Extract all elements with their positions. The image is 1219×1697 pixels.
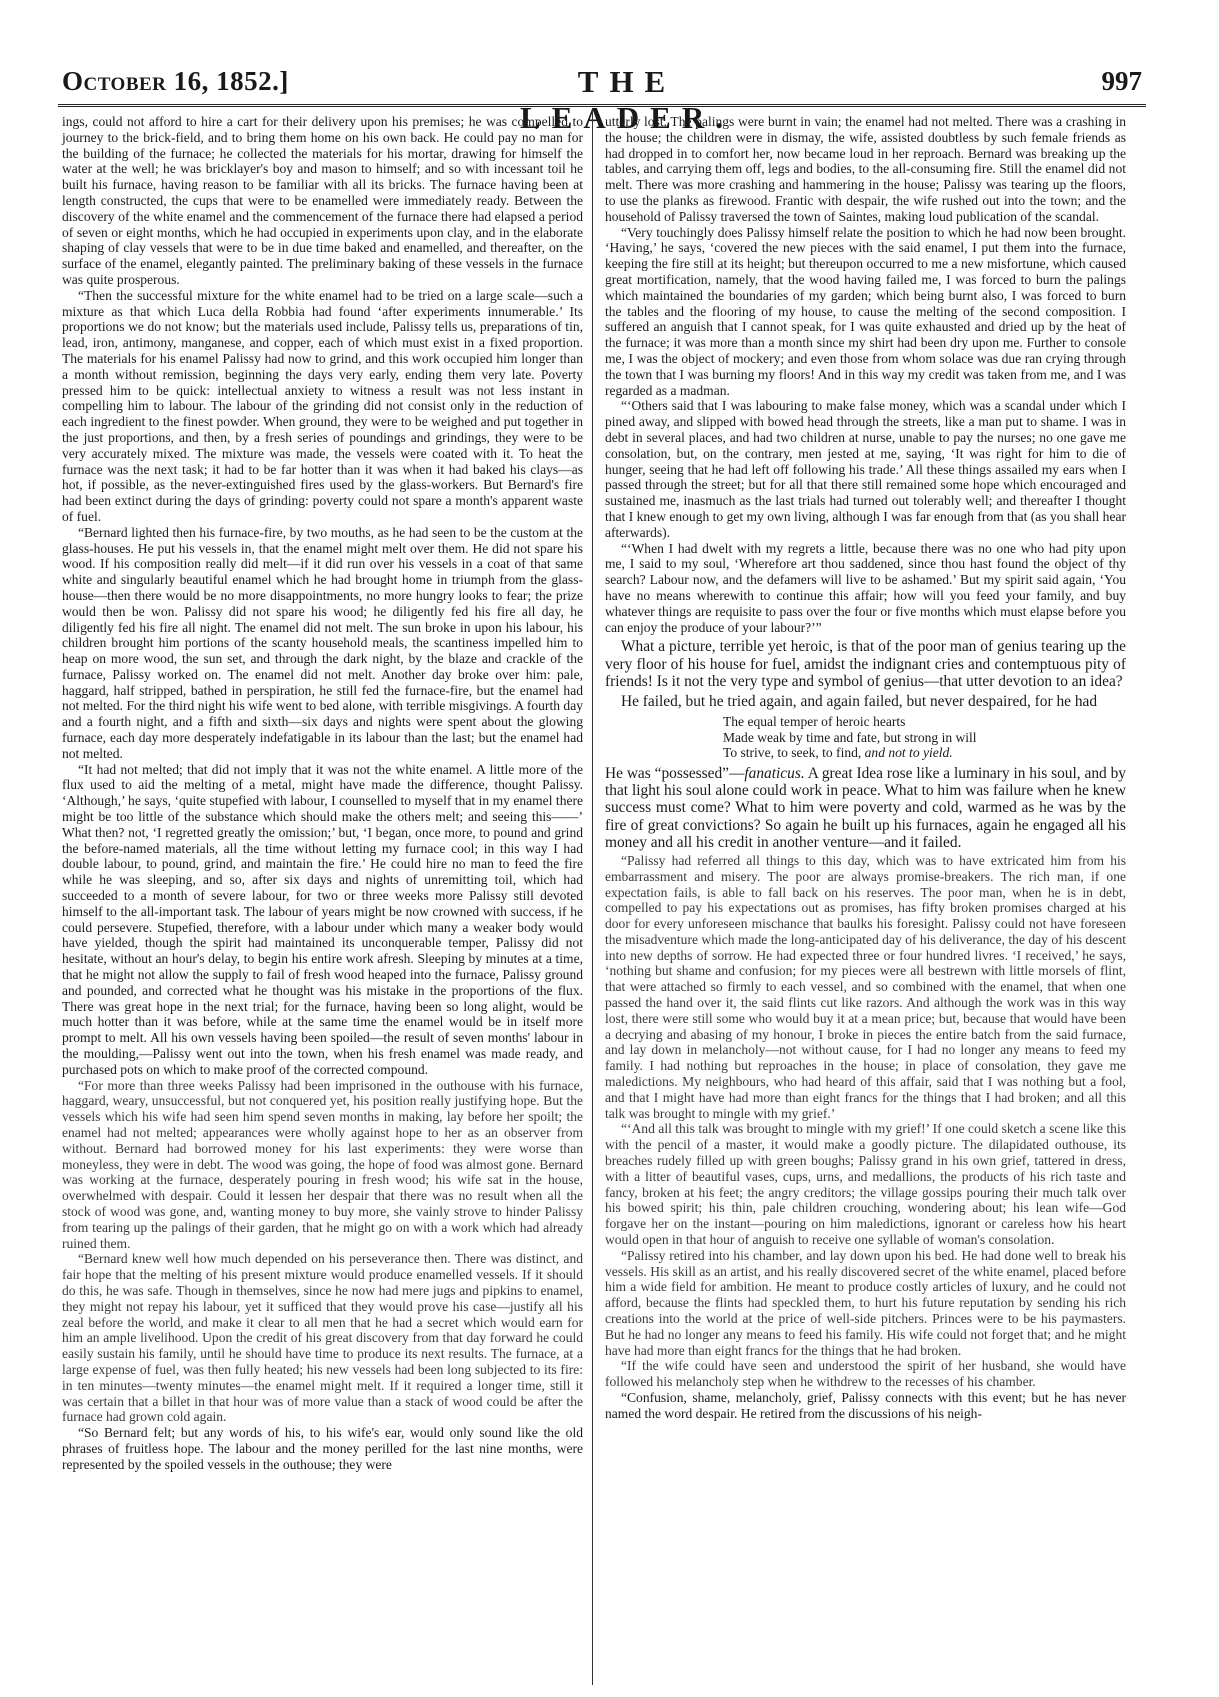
article-paragraph: “It had not melted; that did not imply that it was not the white enamel. A little more of the flux used to aid the melting of a metal, might have made the difference, thought Palissy. ‘Although,’ he says, ‘quite stupefied with labour, I counselled to myself that in my enamel there might be too little of the substance which should make the others melt; and seeing this——’ What then? not, ‘I regretted greatly the omission;’ but, ‘I began, once more, to pound and grind the before-named materials, all the time without letting my furnace cool; in this way I had double labour, to pound, grind, and maintain the fire.’ He could hire no man to feed the fire while he was sleeping, and so, after six days and nights of unremitting toil, which had succeeded to a month of severe labour, for two or three weeks more Palissy still devoted himself to the all-important task. The labour of years might be now crowned with success, if he could persevere. Stupefied, therefore, with a labour under which many a weaker body would have yielded, though the spirit had maintained its unconquerable temper, Palissy did not hesitate, without an hour's delay, to begin his entire work afresh. Sleeping by minutes at a time, that he might not allow the supply to fail of fresh wood heaped into the furnace, Palissy ground and pounded, and corrected what he thought was his mistake in the proportions of the flux. There was great hope in the next trial; for the furnace, having been so long alight, would be much hotter than it was before, while at the same time the enamel would be in itself more prompt to melt. All his own vessels having been spoiled—the result of seven months' labour in the moulding,—Palissy went out into the town, when his fresh enamel was made ready, and purchased pots on which to make proof of the corrected compound. [62, 761, 583, 1077]
verse-line: Made weak by time and fate, but strong in will [723, 729, 977, 745]
issue-date-rest: 16, 1852.] [166, 66, 289, 96]
masthead-rule [58, 104, 1146, 107]
verse-line-start: To strive, to seek, to find, [723, 745, 865, 761]
commentary-rest: A great Idea rose like a luminary in his soul, and by that light his soul alone could work in peace. What to him was failure when he knew success must come? What to him were poverty and cold, warmed as he was by the fire of great convictions? So again he built up his furnaces, again he engaged all his money and all his credit in another venture—and it failed. [605, 764, 1126, 851]
issue-date-month: October [62, 66, 167, 96]
article-paragraph: “Then the successful mixture for the white enamel had to be tried on a large scale—such a mixture as that which Luca della Robbia had found ‘after experiments innumerable.’ Its proportions we do not know; but the materials used include, Palissy tells us, preparations of tin, lead, iron, antimony, manganese, and copper, each of which must exist in a fixed proportion. The materials for his enamel Palissy had now to grind, and this work occupied him longer than a month without remission, beginning the days very early, ending them very late. Poverty pressed him to be quick: intellectual anxiety to witness a result was not less instant in compelling him to labour. The labour of the grinding did not consist only in the reduction of each ingredient to the finest powder. When ground, they were to be weighed and put together in the just proportions, and then, by a fresh series of poundings and grindings, they were to be very accurately mixed. The mixture was made, the vessels were coated with it. To heat the furnace was the next task; it had to be far hotter than it was when it had baked his clays—as hot, if possible, as the never-extinguished fires used by the glass-workers. But Bernard's fire had been extinct during the days of grinding: poverty could not spare a month's apparent waste of fuel. [62, 287, 583, 524]
article-paragraph: “Confusion, shame, melancholy, grief, Palissy connects with this event; but he has never named the word despair. He retired from the discussions of his neigh- [605, 1390, 1126, 1421]
article-paragraph: “So Bernard felt; but any words of his, to his wife's ear, would only sound like the old phrases of fruitless hope. The labour and the money perilled for the last nine months, were represented by the spoiled vessels in the outhouse; they were [62, 1425, 583, 1472]
left-column [62, 114, 583, 1473]
article-paragraph: “Bernard knew well how much depended on his perseverance then. There was distinct, and fair hope that the melting of his present mixture would produce enamelled vessels. If it should do this, he was safe. Though in themselves, since he now had mere jugs and pipkins to enamel, they might not repay his labour, yet it sufficed that they would prove his case—justify all his zeal before the world, and make it clear to all men that he had a secret which would earn for him an ample livelihood. Upon the credit of his great discovery from that day forward he could easily sustain his family, until he should have time to produce its next results. The furnace, at a large expense of fuel, was then fully heated; his new vessels had been long subjected to its fire: in ten minutes—twenty minutes—the enamel might melt. If it required a longer time, still it was certain that a billet in that hour was of more value than a stack of wood could be after the furnace had grown cold again. [62, 1251, 583, 1425]
commentary-paragraph [605, 765, 1126, 851]
article-paragraph: “‘Others said that I was labouring to make false money, which was a scandal under which I pined away, and slipped with bowed head through the streets, like a man put to shame. I was in debt in several places, and had two children at nurse, unable to pay the nurses; no one gave me consolation, but, on the contrary, men jested at me, saying, ‘It was right for him to die of hunger, seeing that he had left off following his trade.’ All these things assailed my ears when I passed through the street; but for all that there still remained some hope which encouraged and sustained me, inasmuch as the last trials had turned out tolerably well; and thereafter I thought that I knew enough to get my own living, although I was far enough from that (as you shall hear afterwards). [605, 398, 1126, 540]
commentary-start: He was “possessed”— [605, 764, 745, 782]
verse-quotation [723, 714, 1126, 761]
article-paragraph: “For more than three weeks Palissy had been imprisoned in the outhouse with his furnace, haggard, weary, unsuccessful, but not conquered yet, his position really justifying hope. But the vessels which his wife had seen him spend seven months in making, lay before her spoilt; the enamel had not melted; appearances were wholly against hope to her as an observer from without. Bernard had borrowed money for his last experiments: they were worse than moneyless, they were in debt. The wood was going, the hope of food was almost gone. Bernard was working at the furnace, desperately pouring in fresh wood; his wife sat in the house, overwhelmed with despair. Could it lessen her despair that there was no result when all the stock of wood was gone, and, wanting money to buy more, she vainly strove to hinder Palissy from tearing up the palings of their garden, that he might go on with a work which had already ruined them. [62, 1077, 583, 1251]
article-paragraph: “If the wife could have seen and understood the spirit of her husband, she would have followed his melancholy step when he withdrew to the recesses of his chamber. [605, 1358, 1126, 1390]
right-column [605, 114, 1126, 1422]
column-divider [592, 110, 593, 1685]
masthead [62, 64, 1142, 135]
article-paragraph: “Very touchingly does Palissy himself relate the position to which he had now been brought. ‘Having,’ he says, ‘covered the new pieces with the said enamel, I put them into the furnace, keeping the fire still at its height; but thereupon occurred to me a new misfortune, which caused great mortification, namely, that the wood having failed me, I was forced to burn the palings which maintained the boundaries of my garden; which being burnt also, I was forced to burn the tables and the flooring of my house, to cause the melting of the second composition. I suffered an anguish that I cannot speak, for I was quite exhausted and dried up by the heat of the furnace; it was more than a month since my shirt had been dry upon me. Further to console me, I was the object of mockery; and even those from whom solace was due ran crying through the town that I was burning my floors! And in this way my credit was taken from me, and I was regarded as a madman. [605, 224, 1126, 398]
verse-line [723, 745, 1126, 761]
article-paragraph: “‘And all this talk was brought to mingle with my grief!’ If one could sketch a scene like this with the pencil of a master, it would make a goodly picture. The dilapidated outhouse, its breaches rudely filled up with green boughs; Palissy grand in his own grief, tattered in dress, with a litter of beautiful vases, cups, urns, and medallions, the products of his rich taste and fancy, broken at his feet; the angry creditors; the village gossips pouring their much talk over his bowed spirit; his thin, pale children crouching, wondering about; his lean wife—God forgave her on the instant—pouring on him maledictions, ignorant or careless how his heart would open in that hour of anguish to receive one syllable of woman's consolation. [605, 1121, 1126, 1248]
newspaper-title: THE LEADER. [520, 64, 734, 135]
article-paragraph: utterly lost. The palings were burnt in vain; the enamel had not melted. There was a crashing in the house; the children were in dismay, the wife, assisted doubtless by such female friends as had dropped in to comfort her, now became loud in her reproach. Bernard was breaking up the tables, and carrying them off, legs and bodies, to the all-consuming fire. Still the enamel did not melt. There was more crashing and hammering in the house; Palissy was tearing up the floors, to use the planks as firewood. Frantic with despair, the wife rushed out into the town; and the household of Palissy traversed the town of Saintes, making loud publication of the scandal. [605, 114, 1126, 224]
verse-line-italic: and not to yield. [864, 745, 953, 761]
issue-date [62, 66, 289, 97]
article-paragraph: “Palissy retired into his chamber, and lay down upon his bed. He had done well to break his vessels. His skill as an artist, and his really discovered secret of the white enamel, placed before him a wide field for ambition. He meant to produce costly articles of luxury, and he could not afford, because the flints had speckled them, to hurt his future reputation by sending his rich creations into the world at the price of well-side pitchers. Princes were to be his paymasters. But he had no longer any means to feed his family. His wife could not forget that; and he might have had more than eight francs for the things that he had broken. [605, 1247, 1126, 1358]
page-number: 997 [1101, 66, 1142, 96]
commentary-paragraph: He failed, but he tried again, and again failed, but never despaired, for he had [621, 692, 1098, 710]
article-paragraph: “Bernard lighted then his furnace-fire, by two mouths, as he had seen to be the custom at the glass-houses. He put his vessels in, that the enamel might melt over them. He did not spare his wood. If his composition really did melt—if it did run over his vessels in a coat of that same white and singularly beautiful enamel which he had brought home in triumph from the glass-house—then there would be no more disappointments, no more hungry looks to fear; the prize would then be won. Palissy did not spare his wood; he diligently fed his fire all day, he diligently fed his fire all night. The enamel did not melt. The sun broke in upon his labour, his children brought him portions of the scanty household meals, the scantiness impelled him to heap on more wood, the sun set, and through the dark night, by the blaze and crackle of the furnace, Palissy worked on. The enamel did not melt. Another day broke over him: pale, haggard, half stripped, bathed in perspiration, he still fed the furnace-fire, but the enamel had not melted. For the third night his wife went to bed alone, with terrible misgivings. A fourth day and a fourth night, and a fifth and sixth—six days and nights were spent about the glowing furnace, each day more desperately indefatigable in its labour than the last; but the enamel had not melted. [62, 524, 583, 761]
article-paragraph: “Palissy had referred all things to this day, which was to have extricated him from his embarrassment and misery. The poor are always promise-breakers. The rich man, if one expectation fails, is able to fall back on his reserves. The poor man, when he is in debt, compelled to pay his expectations out as promises, has fifty broken promises charged at his door for every unforeseen mischance that baulks his foresight. Palissy could not have foreseen the misadventure which made the long-anticipated day of his deliverance, the day of his descent into new depths of sorrow. He had expected three or four hundred livres. ‘I received,’ he says, ‘nothing but shame and confusion; for my pieces were all bestrewn with little morsels of flint, that were attached so firmly to each vessel, and so combined with the enamel, that when one passed the hand over it, the said flints cut like razors. And although the work was in this way lost, there were still some who would buy it at a mean price; but, because that would have been a decrying and abasing of my honour, I broke in pieces the entire batch from the said furnace, and lay down in melancholy—not without cause, for I had no longer any means to feed my family. I had nothing but reproaches in the house; in place of consolation, they gave me maledictions. My neighbours, who had heard of this affair, said that I was nothing but a fool, and that I might have had more than eight francs for the things that I had broken; and all this talk was brought to mingle with my grief.’ [605, 852, 1126, 1121]
verse-line: The equal temper of heroic hearts [723, 714, 906, 730]
article-paragraph: ings, could not afford to hire a cart for their delivery upon his premises; he was compelled to journey to the brick-field, and to bring them home on his own back. He could pay no man for the building of the furnace; he collected the materials for his mortar, drawing for himself the water at the well; he was bricklayer's boy and mason to himself; and so with incessant toil he built his furnace, having reason to be familiar with all its bricks. The furnace having been at length constructed, the cups that were to be enamelled were immediately ready. Between the discovery of the white enamel and the commencement of the furnace there had elapsed a period of seven or eight months, which he had occupied in experiments upon clay, and in the elaborate shaping of clay vessels that were to be in due time baked and enamelled, and thereafter, on the surface of the enamel, elegantly painted. The preliminary baking of these vessels in the furnace was quite prosperous. [62, 114, 583, 287]
commentary-italic: fanaticus. [744, 764, 805, 782]
article-paragraph: “‘When I had dwelt with my regrets a little, because there was no one who had pity upon me, I said to my soul, ‘Wherefore art thou saddened, since thou hast found the object of thy search? Labour now, and the defamers will live to be ashamed.’ But my spirit said again, ‘You have no means wherewith to continue this affair; how will you feed your family, and buy whatever things are requisite to pass over the four or five months which must elapse before you can enjoy the produce of your labour?’” [605, 540, 1126, 635]
commentary-paragraph: What a picture, terrible yet heroic, is that of the poor man of genius tearing up the very floor of his house for fuel, amidst the indignant cries and contemptuous pity of friends! Is it not the very type and symbol of genius—that utter devotion to an idea? [605, 638, 1126, 690]
